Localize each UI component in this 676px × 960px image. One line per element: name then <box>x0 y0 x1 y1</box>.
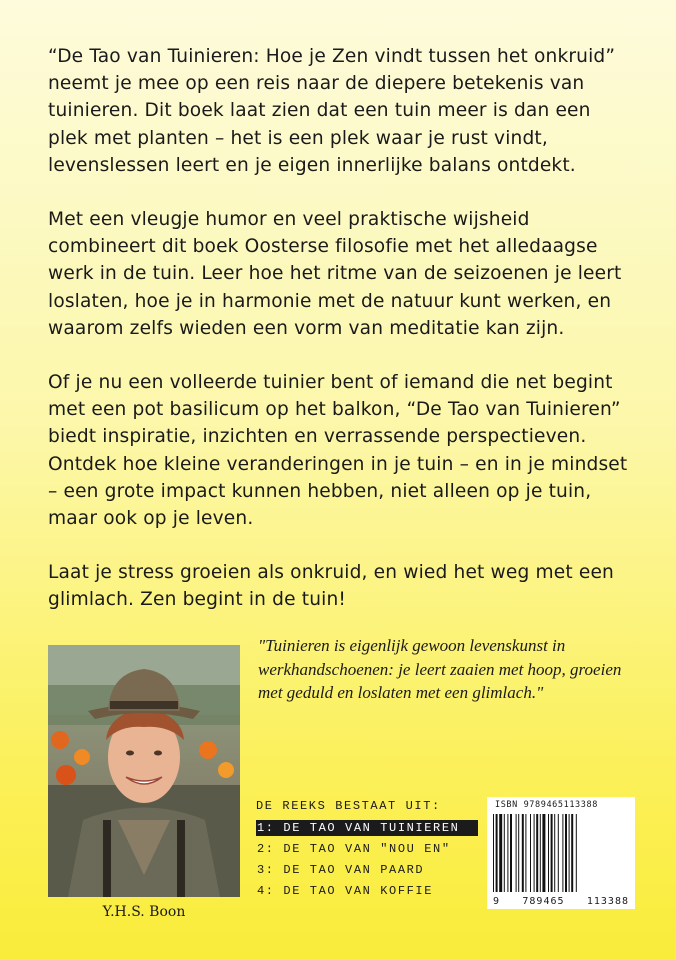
series-list <box>256 799 478 904</box>
description-paragraph-4: Laat je stress groeien als onkruid, en wied het weg met een glimlach. Zen begint in de tuin! <box>48 562 614 611</box>
book-description <box>48 43 633 641</box>
description-paragraph-3: Of je nu een volleerde tuinier bent of iemand die net begint met een pot basilicum op het balkon, “De Tao van Tuinieren” biedt inspiratie, inzichten en verrassende perspectieven. Ontdek hoe kleine veranderingen in je tuin – en in je mindset – een grote impact kunnen hebben, niet alleen op je tuin, maar ook op je leven. <box>48 372 628 530</box>
series-item-3: 3: DE TAO VAN PAARD <box>257 863 425 877</box>
series-title: DE REEKS BESTAAT UIT: <box>256 799 441 813</box>
series-item-1: 1: DE TAO VAN TUINIEREN <box>256 820 478 836</box>
isbn-digit-group-2: 789465 <box>522 896 565 907</box>
description-paragraph-1: “De Tao van Tuinieren: Hoe je Zen vindt tussen het onkruid” neemt je mee op een reis naar de diepere betekenis van tuinieren. Dit boek laat zien dat een tuin meer is dan een plek met planten – het is een plek waar je rust vindt, levenslessen leert en je eigen innerlijke balans ontdekt. <box>48 46 616 176</box>
isbn-barcode <box>487 797 635 909</box>
isbn-digit-group-1: 9 <box>493 896 501 907</box>
author-name: Y.H.S. Boon <box>102 904 186 920</box>
series-item-2: 2: DE TAO VAN "NOU EN" <box>257 842 451 856</box>
isbn-text: ISBN 9789465113388 <box>495 800 598 810</box>
isbn-digit-group-3: 113388 <box>586 896 629 907</box>
series-item-4: 4: DE TAO VAN KOFFIE <box>257 884 434 898</box>
author-quote: "Tuinieren is eigenlijk gewoon levenskunst in werkhandschoenen: je leert zaaien met hoop, groeien met geduld en loslaten met een glimlach." <box>258 636 622 702</box>
isbn-digits <box>493 896 629 907</box>
author-photo <box>48 645 240 897</box>
description-paragraph-2: Met een vleugje humor en veel praktische wijsheid combineert dit boek Oosterse filosofie met het alledaagse werk in de tuin. Leer hoe het ritme van de seizoenen je leert loslaten, hoe je in harmonie met de natuur kunt werken, en waarom zelfs wieden een vorm van meditatie kan zijn. <box>48 209 622 339</box>
barcode-bars <box>493 814 629 892</box>
